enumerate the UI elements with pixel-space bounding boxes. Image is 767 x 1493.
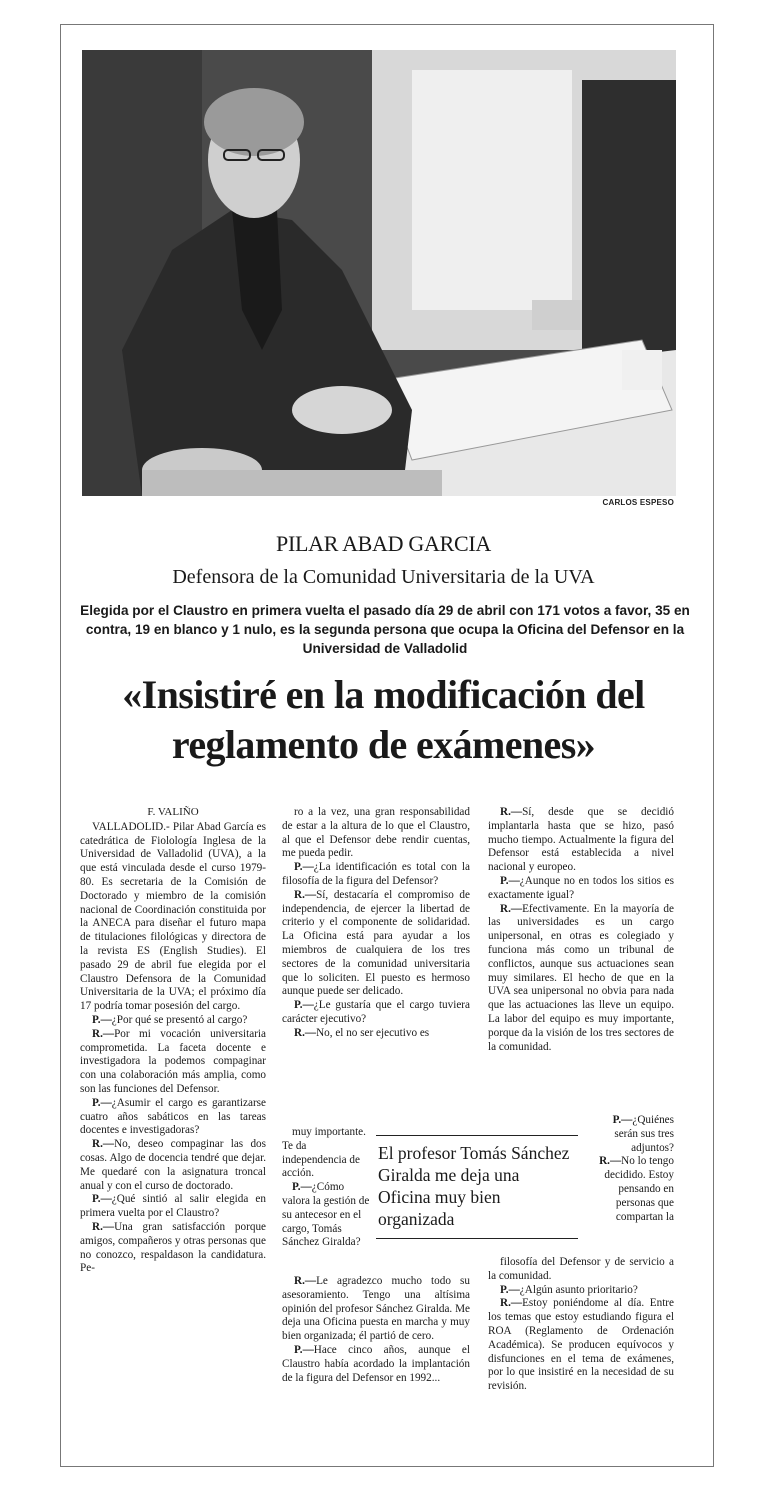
paragraph-text: ¿Le gustaría que el cargo tuviera carácter ejecutivo? bbox=[282, 999, 470, 1025]
paragraph bbox=[282, 889, 470, 999]
paragraph-text: Por mi vocación universitaria comprometida. La faceta docente e investigadora la podemos compaginar con una colaboración más amplia, como son las funciones del Defensor. bbox=[80, 1027, 266, 1095]
paragraph-text: ¿Quiénes serán sus tres adjuntos? bbox=[614, 1114, 674, 1154]
paragraph-text: ¿Asumir el cargo es garantizarse cuatro años sabáticos en las tareas docentes e investigadoras? bbox=[80, 1096, 266, 1137]
paragraph-text: Efectivamente. En la mayoría de las universidades es un cargo unipersonal, en otras es colegiado y funciona más como un tribunal de conflictos, aunque sus actuaciones sean muy similares. El hecho de que en la UVA sea unipersonal no obvia para nada que las actuaciones las lleve un equipo. La labor del equipo es muy importante, porque da la visión de los tres sectores de la comunidad. bbox=[488, 902, 674, 1053]
speaker-mark: R.— bbox=[599, 1155, 622, 1168]
speaker-mark: R.— bbox=[294, 888, 317, 901]
portrait-photo-icon bbox=[82, 50, 676, 496]
paragraph-text: Estoy poniéndome al día. Entre los temas que estoy estudiando figura el ROA (Reglamento de Ordenación Académica). Se producen equívocos y disfunciones en el tema de exámenes, por lo que insistiré en la necesidad de su revisión. bbox=[488, 1297, 674, 1393]
paragraph-text: No, deseo compaginar las dos cosas. Algo de docencia tendré que dejar. Me quedaré con la asignatura troncal anual y con el curso de doctorado. bbox=[80, 1138, 266, 1192]
paragraph bbox=[282, 1181, 370, 1250]
paragraph bbox=[282, 1126, 370, 1181]
photo-credit: CARLOS ESPESO bbox=[602, 498, 674, 507]
paragraph bbox=[282, 1027, 470, 1041]
paragraph-text: Le agradezco mucho todo su asesoramiento. Tengo una altísima opinión del profesor Sánchez Giralda. Me deja una Oficina puesta en marcha y muy bien organizada; él partió de cero. bbox=[282, 1275, 470, 1343]
paragraph-text: ¿La identificación es total con la filosofía de la figura del Defensor? bbox=[282, 861, 470, 887]
paragraph-text: muy importante. Te da independencia de acción. bbox=[282, 1126, 366, 1180]
column-3-bottom-text bbox=[488, 1256, 674, 1394]
speaker-mark: P.— bbox=[294, 861, 314, 874]
paragraph bbox=[488, 903, 674, 1055]
speaker-mark: P.— bbox=[92, 1096, 112, 1109]
paragraph bbox=[282, 1344, 470, 1385]
headline: «Insistiré en la modificación del reglamento de exámenes» bbox=[122, 672, 645, 767]
paragraph-text: ¿Por qué se presentó al cargo? bbox=[111, 1013, 248, 1026]
speaker-mark: P.— bbox=[292, 1181, 312, 1194]
speaker-mark: R.— bbox=[92, 1027, 115, 1040]
paragraph bbox=[488, 806, 674, 875]
paragraph bbox=[282, 999, 470, 1027]
paragraph bbox=[282, 861, 470, 889]
article-column-2 bbox=[282, 806, 470, 1041]
paragraph-text: ¿Cómo valora la gestión de su antecesor en el cargo, Tomás Sánchez Giralda? bbox=[282, 1181, 370, 1249]
speaker-mark: R.— bbox=[500, 1297, 523, 1310]
paragraph-text: Una gran satisfacción porque amigos, compañeros y otras personas que no conozco, respaldason la candidatura. Pe- bbox=[80, 1220, 266, 1275]
speaker-mark: R.— bbox=[500, 902, 523, 915]
paragraph bbox=[80, 821, 266, 1014]
speaker-mark: P.— bbox=[500, 874, 520, 887]
paragraph bbox=[80, 1193, 266, 1221]
paragraph-text: ¿Algún asunto prioritario? bbox=[519, 1283, 638, 1296]
article-column-3-bottom bbox=[488, 1256, 674, 1394]
column-3-narrow-text bbox=[594, 1114, 674, 1224]
paragraph-text: VALLADOLID.- Pilar Abad García es catedrática de Fiolología Inglesa de la Universidad de Valladolid (UVA), a la que está vinculada desde el curso 1979-80. Es secretaria de la Comisión de Doctorado y miembro de la comisión nacional de Coordinación constituida por la ANECA para diseñar el futuro mapa de titulaciones filológicas y directora de la revista ES (English Studies). El pasado 29 de abril fue elegida por el Claustro Defensora de la Comunidad Universitaria de la UVA; el próximo día 17 podría tomar posesión del cargo. bbox=[80, 820, 266, 1013]
speaker-mark: P.— bbox=[500, 1283, 520, 1296]
pull-quote: El profesor Tomás Sánchez Giralda me deja una Oficina muy bien organizada bbox=[376, 1135, 578, 1239]
interviewee-name: PILAR ABAD GARCIA bbox=[276, 531, 491, 556]
paragraph-text: No, el no ser ejecutivo es bbox=[316, 1026, 430, 1039]
column-3-text bbox=[488, 806, 674, 1054]
speaker-mark: R.— bbox=[294, 1026, 317, 1039]
paragraph bbox=[80, 1014, 266, 1028]
column-2-narrow-text bbox=[282, 1126, 370, 1250]
speaker-mark: R.— bbox=[92, 1138, 115, 1151]
paragraph-text: Sí, desde que se decidió implantarla hasta que se hizo, pasó mucho tiempo. Actualmente la figura del Defensor está establecida a nivel nacional y europeo. bbox=[488, 806, 674, 874]
column-2-text bbox=[282, 806, 470, 1041]
interviewee-role: Defensora de la Comunidad Universitaria de la UVA bbox=[172, 566, 595, 588]
speaker-mark: P.— bbox=[612, 1114, 633, 1126]
paragraph-text: filosofía del Defensor y de servicio a la comunidad. bbox=[488, 1256, 674, 1282]
paragraph bbox=[594, 1114, 674, 1155]
paragraph-text: Hace cinco años, aunque el Claustro había acordado la implantación de la figura del Defensor en 1992... bbox=[282, 1343, 470, 1384]
article-column-2-narrow bbox=[282, 1126, 370, 1250]
paragraph bbox=[80, 1028, 266, 1097]
paragraph-text: ¿Aunque no en todos los sitios es exactamente igual? bbox=[488, 874, 674, 901]
paragraph bbox=[488, 875, 674, 903]
paragraph-text: ro a la vez, una gran responsabilidad de estar a la altura de lo que el Claustro, al que el Defensor debe rendir cuentas, me pueda pedir. bbox=[282, 806, 470, 860]
paragraph bbox=[488, 1256, 674, 1284]
paragraph-text: Sí, destacaría el compromiso de independencia, de ejercer la libertad de criterio y el componente de solidaridad. La Oficina está para ayudar a los miembros de cualquiera de los tres sectores de la comunidad universitaria que lo soliciten. El puesto es hermoso aunque puede ser delicado. bbox=[282, 888, 470, 998]
article-column-3-narrow bbox=[594, 1114, 674, 1224]
speaker-mark: P.— bbox=[294, 999, 314, 1012]
paragraph bbox=[80, 1221, 266, 1276]
paragraph bbox=[488, 1297, 674, 1394]
paragraph bbox=[282, 806, 470, 861]
lead-paragraph: Elegida por el Claustro en primera vuelta el pasado día 29 de abril con 171 votos a favor, 35 en contra, 19 en blanco y 1 nulo, es la segunda persona que ocupa la Oficina del Defensor en la Universidad de Valladolid bbox=[80, 603, 690, 656]
speaker-mark: P.— bbox=[92, 1013, 112, 1026]
byline: F. VALIÑO bbox=[147, 806, 199, 818]
speaker-mark: R.— bbox=[500, 806, 523, 818]
speaker-mark: R.— bbox=[294, 1275, 317, 1287]
paragraph bbox=[80, 1097, 266, 1138]
column-1-text bbox=[80, 821, 266, 1276]
speaker-mark: P.— bbox=[294, 1343, 314, 1356]
speaker-mark: P.— bbox=[92, 1193, 112, 1206]
paragraph bbox=[80, 1138, 266, 1193]
speaker-mark: R.— bbox=[92, 1220, 115, 1233]
article-column-1 bbox=[80, 806, 266, 1276]
article-column-2-bottom bbox=[282, 1275, 470, 1385]
paragraph bbox=[488, 1284, 674, 1298]
paragraph bbox=[594, 1155, 674, 1224]
article-column-3 bbox=[488, 806, 674, 1054]
paragraph bbox=[282, 1275, 470, 1344]
column-2-bottom-text bbox=[282, 1275, 470, 1385]
paragraph-text: No lo tengo decidido. Estoy pensando en personas que compartan la bbox=[604, 1155, 674, 1223]
paragraph-text: ¿Qué sintió al salir elegida en primera vuelta por el Claustro? bbox=[80, 1193, 266, 1220]
